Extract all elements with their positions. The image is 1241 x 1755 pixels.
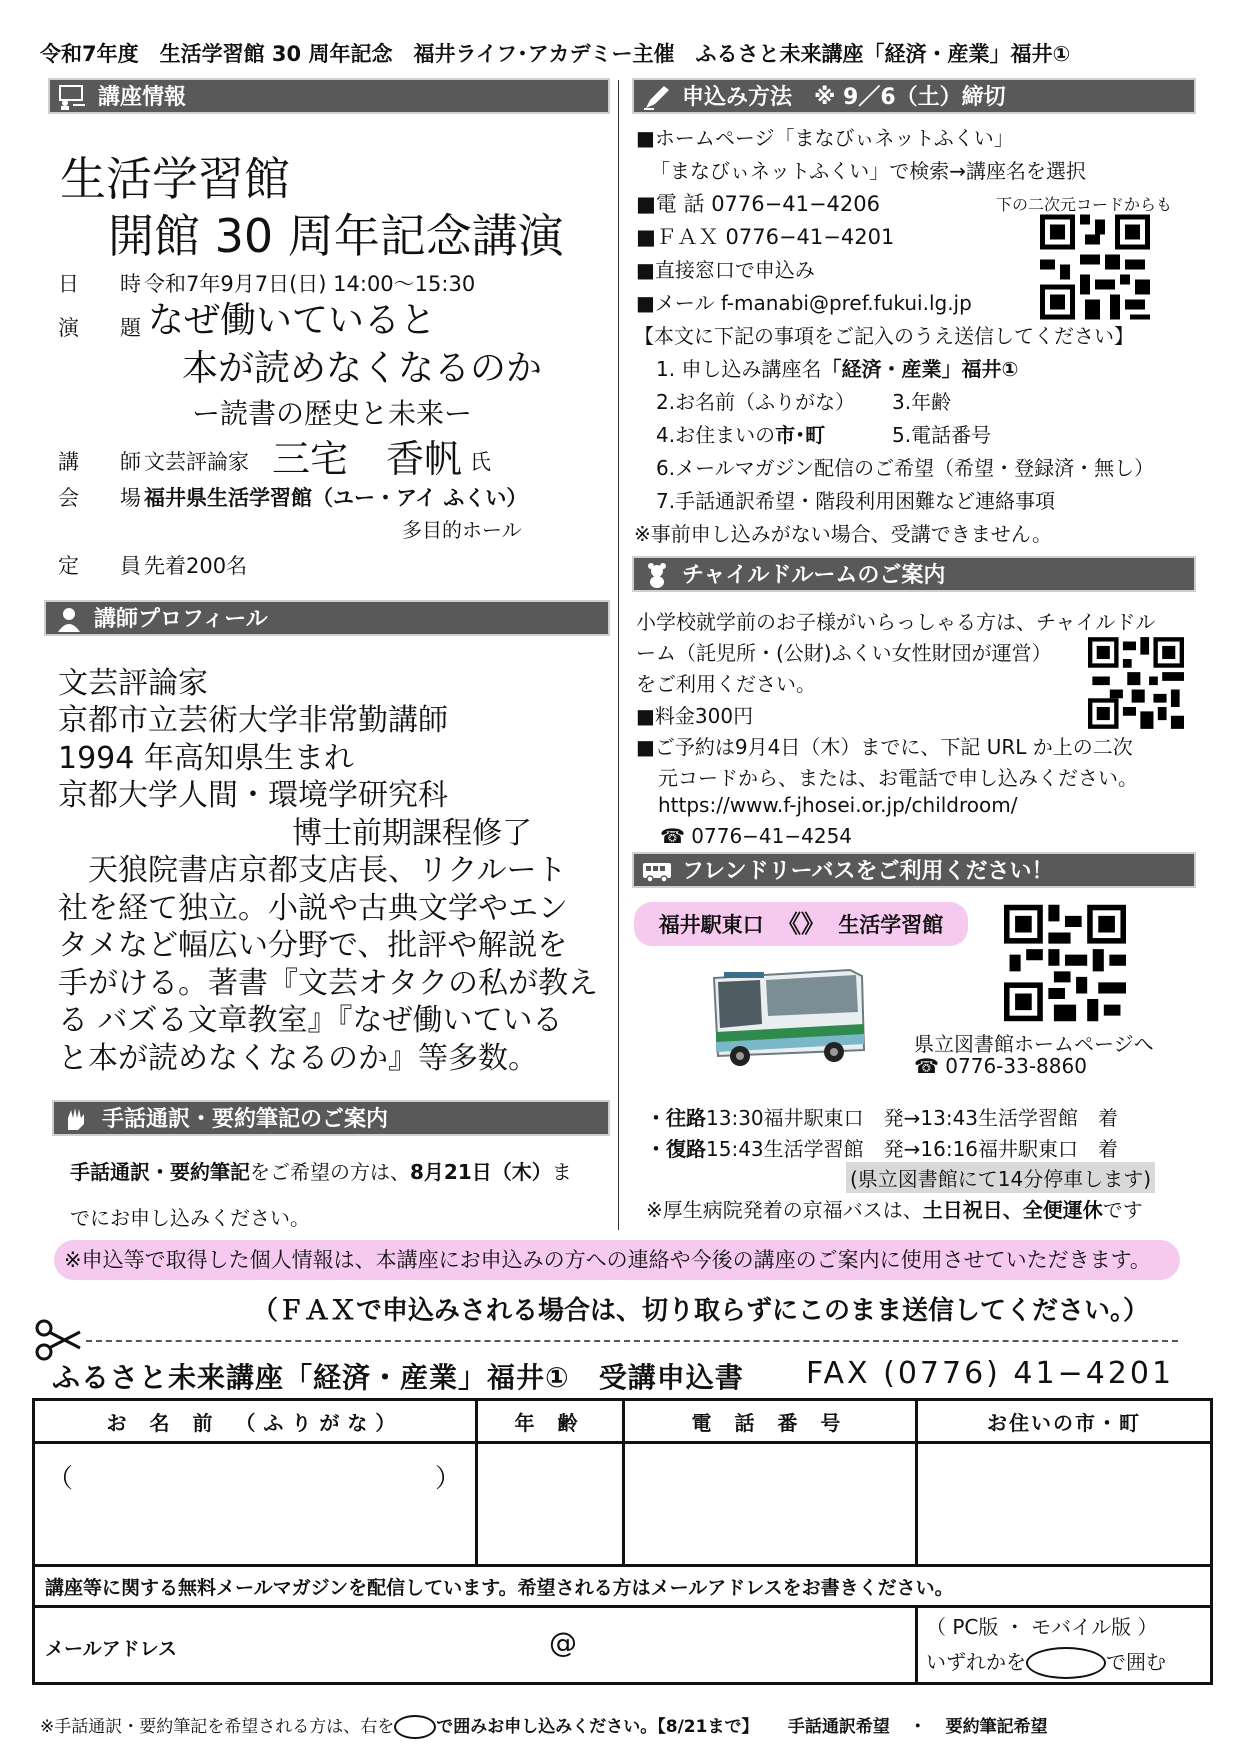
pen-icon (642, 84, 672, 110)
apply-item4b: 5.電話番号 (892, 423, 992, 447)
bus-route-pill (634, 902, 968, 946)
venue-label: 会 場 (58, 486, 151, 510)
sign-line2: でにお申し込みください。 (70, 1206, 310, 1230)
apply-item6: 6.メールマガジン配信のご希望（希望・登録済・無し） (656, 456, 1155, 480)
course-title-line2: 開館 30 周年記念講演 (108, 209, 564, 263)
sign-mid: をご希望の方は、 (250, 1160, 410, 1184)
library-tel: ☎ 0776-33-8860 (914, 1054, 1087, 1078)
section-apply-method: 申込み方法 ※ 9／6（土）締切 (632, 78, 1196, 114)
apply-hp-line1: ■ホームページ「まなびぃネットふくい」 (636, 126, 1014, 150)
option-summary-writing[interactable]: 要約筆記希望 (945, 1717, 1048, 1737)
apply-item1 (656, 353, 1018, 382)
lecturer-name: 三宅 香帆 (272, 437, 463, 481)
bus-route-from: 福井駅東口 (658, 913, 764, 937)
bus-return-label: ・復路 (646, 1137, 706, 1161)
lecturer-role: 文芸評論家 (144, 450, 249, 474)
apply-item2b: 3.年齢 (892, 390, 952, 414)
form-mailmag-row (34, 1566, 1212, 1607)
circle-post: で囲む (1106, 1649, 1166, 1674)
privacy-note: ※申込等で取得した個人情報は、本講座にお申込みの方への連絡や今後の講座のご案内に使用させていただきます。 (54, 1240, 1180, 1280)
route-arrows-icon: 《》 (777, 910, 825, 938)
circle-shape-icon (1026, 1647, 1106, 1679)
col-age-header: 年 齢 (477, 1400, 624, 1443)
footer-note (40, 1712, 1048, 1739)
apply-qr-caption: 下の二次元コードからも (996, 195, 1173, 214)
apply-item4a-pre: 4.お住まいの (656, 423, 776, 447)
bus-outbound (646, 1102, 1118, 1131)
profile-line-9: 手がける。著書『文芸オタクの私が教え (58, 966, 598, 1001)
apply-item4a (656, 419, 825, 448)
bus-icon (642, 858, 672, 884)
header-line: 令和7年度 生活学習館 30 周年記念 福井ライフ･アカデミー主催 ふるさと未来講座「経済・産業」福井① (40, 42, 1071, 66)
apply-item4a-bold: 市･町 (775, 423, 826, 447)
child-fee: ■料金300円 (636, 704, 754, 728)
bus-outbound-time: 13:30福井駅東口 発→13:43生活学習館 着 (706, 1106, 1119, 1130)
circle-pre: いずれかを (926, 1649, 1026, 1674)
apply-item1-bold: 「経済・産業」福井① (821, 357, 1019, 381)
kyofuku-pre: ※厚生病院発着の京福バスは、 (646, 1198, 923, 1222)
column-divider (618, 80, 619, 1230)
sign-line1 (70, 1156, 572, 1185)
child-url[interactable]: https://www.f-jhosei.or.jp/childroom/ (658, 793, 1018, 817)
profile-line-7: 社を経て独立。小説や古典文学やエン (58, 891, 568, 926)
section-lecturer-profile: 講師プロフィール (44, 600, 610, 636)
footer-circle-icon (394, 1715, 436, 1739)
child-reserve2: 元コードから、または、お電話で申し込みください。 (658, 766, 1138, 790)
form-title: ふるさと未来講座「経済・産業」福井① 受講申込書 (52, 1361, 744, 1394)
theme-sub: ー読書の歴史と未来ー (192, 397, 473, 430)
date-value: 令和7年9月7日(日) 14:00～15:30 (144, 272, 476, 296)
profile-line-10: る バズる文章教室』『なぜ働いている (58, 1003, 563, 1038)
profile-line-8: タメなど幅広い分野で、批評や解説を (58, 928, 568, 963)
theme-label: 演 題 (58, 316, 151, 340)
bus-return (646, 1133, 1118, 1162)
apply-hp-line2: 「まなびぃネットふくい」で検索→講座名を選択 (650, 159, 1086, 183)
bus-outbound-label: ・往路 (646, 1106, 706, 1130)
tel-input-cell[interactable] (624, 1443, 917, 1566)
version-instruction (926, 1646, 1210, 1680)
at-sign: @ (549, 1626, 577, 1659)
library-caption: 県立図書館ホームページへ (914, 1032, 1154, 1056)
apply-item2a: 2.お名前（ふりがな） (656, 390, 856, 414)
bus-route-to: 生活学習館 (838, 913, 944, 937)
apply-note: 【本文に下記の事項をご記入のうえ送信してください】 (634, 324, 1134, 348)
profile-line-5: 博士前期課程修了 (292, 816, 532, 851)
profile-line-3: 1994 年高知県生まれ (58, 741, 354, 776)
form-mail-row (34, 1607, 1212, 1684)
sign-date: 8月21日（木） (410, 1160, 552, 1184)
classroom-icon (58, 84, 88, 110)
option-sign-language[interactable]: 手話通訳希望 (787, 1717, 890, 1737)
section-child-room: チャイルドルームのご案内 (632, 556, 1196, 592)
age-input-cell[interactable] (477, 1443, 624, 1566)
application-form-table (32, 1398, 1213, 1685)
city-input-cell[interactable] (917, 1443, 1212, 1566)
col-tel-header: 電 話 番 号 (624, 1400, 917, 1443)
col-name-header: お 名 前 （ふりがな） (34, 1400, 477, 1443)
fax-instruction: （ＦＡＸで申込みされる場合は、切り取らずにこのまま送信してください。） (252, 1296, 1150, 1326)
apply-item7: 7.手話通訳希望・階段利用困難など連絡事項 (656, 489, 1056, 513)
bus-kyofuku-note (646, 1194, 1143, 1223)
form-fax: FAX (0776) 41−4201 (806, 1356, 1175, 1391)
apply-warning: ※事前申し込みがない場合、受講できません。 (634, 522, 1052, 546)
venue-room: 多目的ホール (402, 518, 522, 542)
version-options: （ PC版 ・ モバイル版 ） (926, 1614, 1158, 1639)
course-title-line1: 生活学習館 (60, 152, 290, 206)
profile-line-1: 文芸評論家 (58, 666, 208, 701)
capacity-label: 定 員 (58, 554, 151, 578)
lecturer-suffix: 氏 (470, 450, 491, 474)
sign-hand-icon (62, 1106, 92, 1132)
profile-line-2: 京都市立芸術大学非常勤講師 (58, 703, 448, 738)
kyofuku-end: です (1102, 1198, 1143, 1222)
theme-line1: なぜ働いていると (148, 300, 437, 341)
section-sign-language: 手話通訳・要約筆記のご案内 (52, 1100, 610, 1136)
name-input-cell[interactable] (34, 1443, 477, 1566)
qr-code-apply-icon (1040, 214, 1150, 320)
venue-value: 福井県生活学習館（ユー・アイ ふくい） (144, 486, 528, 510)
kyofuku-bold: 土日祝日、全便運休 (922, 1198, 1103, 1222)
mail-label: メールアドレス (45, 1638, 178, 1660)
child-line3: をご利用ください。 (636, 672, 816, 696)
version-cell[interactable] (917, 1607, 1212, 1684)
teddy-bear-icon (642, 562, 672, 588)
sign-bold: 手話通訳・要約筆記 (70, 1160, 250, 1184)
sign-end: ま (551, 1160, 572, 1184)
col-city-header: お住いの市・町 (917, 1400, 1212, 1443)
profile-line-11: と本が読めなくなるのか』等多数。 (58, 1041, 538, 1076)
mail-input-cell[interactable] (34, 1607, 917, 1684)
cut-line (86, 1340, 1178, 1342)
profile-line-4: 京都大学人間・環境学研究科 (58, 778, 448, 813)
apply-fax: ■ＦＡＸ 0776−41−4201 (636, 225, 895, 249)
person-icon (54, 606, 84, 632)
qr-code-childroom-icon (1088, 636, 1184, 730)
form-input-row (34, 1443, 1212, 1566)
option-separator: ・ (909, 1717, 927, 1737)
child-line1: 小学校就学前のお子様がいらっしゃる方は、チャイルドル (636, 610, 1156, 634)
bus-photo-icon (700, 960, 870, 1070)
bus-return-time: 15:43生活学習館 発→16:16福井駅東口 着 (706, 1137, 1119, 1161)
paren-close: ） (435, 1464, 462, 1494)
apply-mail: ■メール f-manabi@pref.fukui.lg.jp (636, 291, 972, 315)
child-reserve1: ■ご予約は9月4日（木）までに、下記 URL か上の二次 (636, 735, 1133, 759)
apply-window: ■直接窓口で申込み (636, 258, 815, 282)
paren-open: （ (47, 1464, 74, 1494)
capacity-value: 先着200名 (144, 554, 248, 578)
section-course-info: 講座情報 (48, 78, 610, 114)
footer-pre: ※手話通訳・要約筆記を希望される方は、右を (40, 1717, 395, 1737)
qr-code-library-icon (1004, 904, 1126, 1022)
bus-stop-note: (県立図書館にて14分停車します) (846, 1162, 1155, 1193)
form-header-row (34, 1400, 1212, 1443)
child-line2: ーム（託児所・(公財)ふくい女性財団が運営） (636, 641, 1052, 665)
theme-line2: 本が読めなくなるのか (182, 348, 543, 389)
apply-tel: ■電 話 0776−41−4206 (636, 192, 880, 216)
mailmag-note: 講座等に関する無料メールマガジンを配信しています。希望される方はメールアドレスをお書きください。 (34, 1566, 1212, 1607)
apply-item1-pre: 1. 申し込み講座名 (656, 357, 822, 381)
footer-post: で囲みお申し込みください。【8/21まで】 (436, 1717, 759, 1737)
child-tel: ☎ 0776−41−4254 (660, 824, 853, 848)
lecturer-label: 講 師 (58, 450, 151, 474)
date-label: 日 時 (58, 272, 151, 296)
section-friendly-bus: フレンドリーバスをご利用ください！ (632, 852, 1196, 888)
profile-line-6: 天狼院書店京都支店長、リクルート (58, 853, 567, 888)
